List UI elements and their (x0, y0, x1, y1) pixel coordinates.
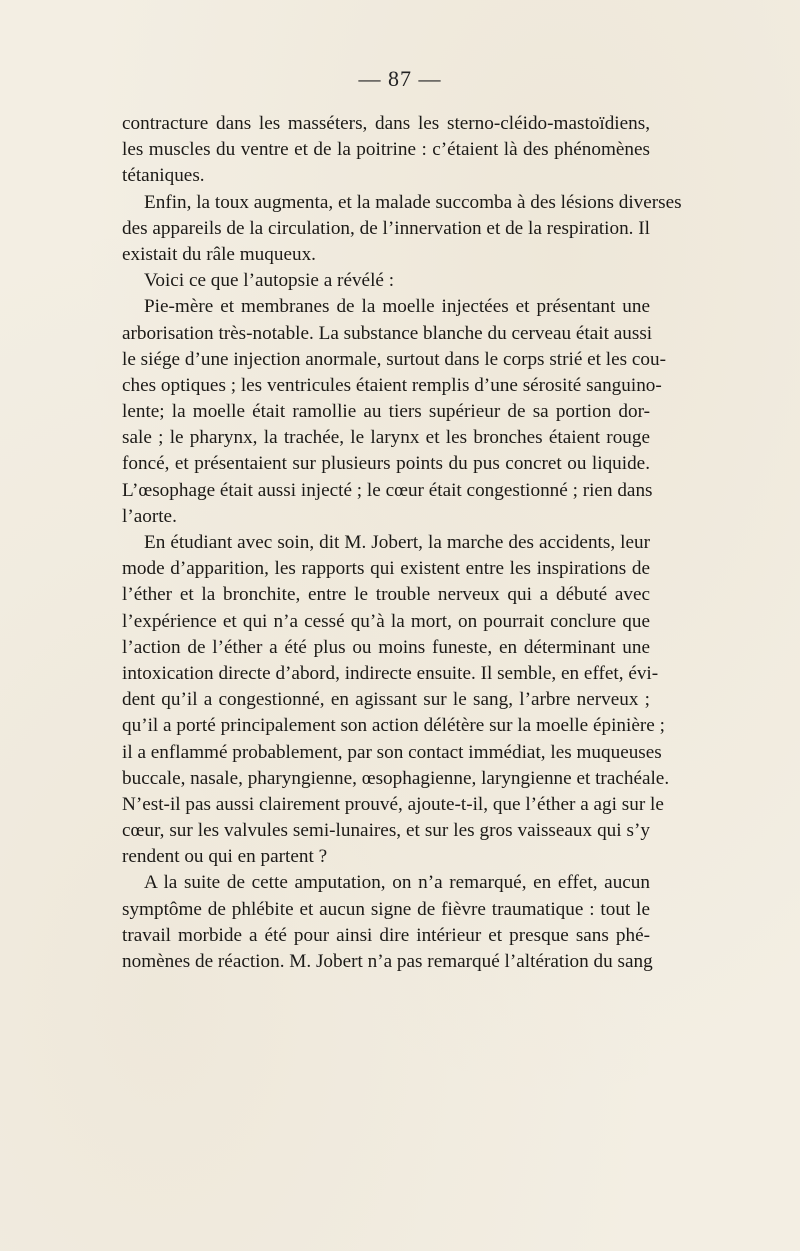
text-line: ches optiques ; les ventricules étaient remplis d’une sérosité sanguino- (122, 374, 662, 396)
text-line: N’est-il pas aussi clairement prouvé, ajoute-t-il, que l’éther a agi sur le (122, 793, 664, 815)
text-line: les muscles du ventre et de la poitrine : c’étaient là des phénomènes (122, 139, 650, 161)
text-line: qu’il a porté principalement son action délétère sur la moelle épinière ; (122, 715, 665, 737)
text-line: En étudiant avec soin, dit M. Jobert, la marche des accidents, leur (144, 532, 650, 553)
text-line: L’œsophage était aussi injecté ; le cœur était congestionné ; rien dans (122, 479, 653, 501)
text-line: contracture dans les masséters, dans les sterno-cléido-mastoïdiens, (122, 113, 650, 134)
text-line: travail morbide a été pour ainsi dire intérieur et presque sans phé- (122, 924, 650, 946)
text-line: Voici ce que l’autopsie a révélé : (144, 270, 395, 292)
text-line: dent qu’il a congestionné, en agissant sur le sang, l’arbre nerveux ; (122, 689, 650, 711)
text-line: il a enflammé probablement, par son contact immédiat, les muqueuses (122, 741, 662, 763)
body-text (122, 111, 682, 975)
text-line: nomènes de réaction. M. Jobert n’a pas remarqué l’altération du sang (122, 951, 653, 972)
text-line: tétaniques. (122, 165, 205, 187)
text-line: cœur, sur les valvules semi-lunaires, et sur les gros vaisseaux qui s’y (122, 820, 650, 842)
text-line: le siége d’une injection anormale, surtout dans le corps strié et les cou- (122, 348, 667, 370)
text-line: symptôme de phlébite et aucun signe de fièvre traumatique : tout le (122, 898, 650, 920)
text-line: buccale, nasale, pharyngienne, œsophagienne, laryngienne et trachéale. (122, 767, 670, 789)
text-line: l’expérience et qui n’a cessé qu’à la mort, on pourrait conclure que (122, 610, 650, 632)
text-line: intoxication directe d’abord, indirecte ensuite. Il semble, en effet, évi- (122, 662, 659, 684)
page-number: — 87 — (358, 66, 442, 91)
text-line: rendent ou qui en partent ? (122, 846, 328, 868)
text-line: existait du râle muqueux. (122, 243, 316, 265)
text-line: l’aorte. (122, 505, 177, 527)
text-line: l’éther et la bronchite, entre le trouble nerveux qui a débuté avec (122, 584, 650, 606)
text-line: arborisation très-notable. La substance blanche du cerveau était aussi (122, 322, 653, 344)
text-line: A la suite de cette amputation, on n’a remarqué, en effet, aucun (144, 872, 650, 894)
text-line: Enfin, la toux augmenta, et la malade succomba à des lésions diverses (144, 191, 682, 213)
text-line: Pie-mère et membranes de la moelle injectées et présentant une (144, 296, 650, 318)
text-line: l’action de l’éther a été plus ou moins funeste, en déterminant une (122, 636, 650, 658)
text-line: mode d’apparition, les rapports qui existent entre les inspirations de (122, 558, 650, 580)
text-line: des appareils de la circulation, de l’innervation et de la respiration. Il (122, 217, 650, 239)
text-line: foncé, et présentaient sur plusieurs points du pus concret ou liquide. (122, 453, 650, 475)
text-line: lente; la moelle était ramollie au tiers supérieur de sa portion dor- (122, 401, 650, 423)
text-line: sale ; le pharynx, la trachée, le larynx et les bronches étaient rouge (122, 427, 650, 449)
